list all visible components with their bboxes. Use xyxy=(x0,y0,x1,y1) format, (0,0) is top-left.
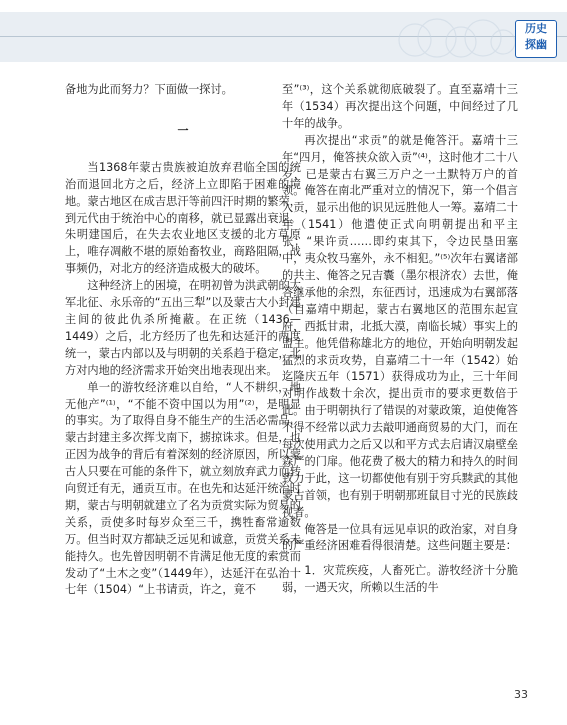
left-column xyxy=(65,82,301,599)
badge-line-1: 历史 xyxy=(525,22,547,35)
left-paragraph-3: 单一的游牧经济难以自给，“人不耕织，地无他产”⁽¹⁾，“不能不资中国以为用”⁽²⁾，是明显的事实。为了取得自身不能生产的生活必需品，蒙古封建主多次挥戈南下，掳掠诛求。但是，也正因为战争的背后有着深刻的经济原因，所以蒙古人只要在可能的条件下，就立刻放弃武力而转向贸迁有无，通贡互市。在也先和达延汗统治时期，蒙古与明朝就建立了名为贡赏实际为贸易的关系，贡使多时每岁众至三千，携牲畜常逾数万。但当时双方都缺乏远见和诚意，贡赏关系未能持久。也先曾因明朝不肯满足他无度的索赏而发动了“土木之变”（1449年），达延汗在弘治十七年（1504）“上书请贡，许之，竟不 xyxy=(65,380,301,597)
section-badge xyxy=(515,20,557,58)
right-paragraph-3: 俺答是一位具有远见卓识的政治家，对自身的严重经济困难看得很清楚。这些问题主要是： xyxy=(282,522,518,553)
section-separator: 一 xyxy=(177,123,189,137)
badge-line-2: 探幽 xyxy=(525,38,547,51)
left-paragraph-1: 当1368年蒙古贵族被迫放弃君临全国的统治而退回北方之后，经济上立即陷于困难的境地。蒙古地区在成吉思汗等前四汗时期的繁荣，到元代由于统治中心的南移，就已显露出衰退。朱明建国后，在失去农业地区支援的北方草原上，唯存凋敝不堪的原始畜牧业，商路阻隔，战事频仍，对北方的经济造成极大的破坏。 xyxy=(65,160,301,276)
header-band xyxy=(0,12,567,62)
decorative-circles-icon xyxy=(395,18,515,64)
paragraph-gap xyxy=(282,555,518,563)
right-paragraph-1: 至”⁽³⁾，这个关系就彻底破裂了。直至嘉靖十三年（1534）再次提出这个问题，中间经过了几十年的战争。 xyxy=(282,83,518,130)
right-column xyxy=(282,82,518,597)
right-paragraph-2: 再次提出“求贡”的就是俺答汗。嘉靖十三年“四月，俺答挟众欲入贡”⁽⁴⁾，这时他才二十八岁，已是蒙古右翼三万户之一土默特万户的首领。俺答在南北严重对立的情况下，第一个倡言入贡，显示出他的识见远胜他人一筹。嘉靖二十年（1541）他遣使正式向明朝提出和平主张：“果许贡……即约束其下，令边民垦田塞中，夷众牧马塞外，永不相犯。”⁽⁵⁾次年右翼诸部的共主、俺答之兄吉囊（墨尔根济农）去世，俺答继承他的余烈，东征西讨，迅速成为右翼部落（自嘉靖中期起，蒙古右翼地区的范围东起宣府，西抵甘肃，北抵大漠，南临长城）事实上的盟主。他凭借称雄北方的地位，开始向明朝发起猛烈的求贡攻势，自嘉靖二十一年（1542）始迄隆庆五年（1571）获得成功为止，三十年间对明作战数十余次，提出贡市的要求更数倍于此。由于明朝执行了错误的对蒙政策，迫使俺答不得不经常以武力去敲叩通商贸易的大门，而在每次使用武力之后又以和平方式去启请汉扇壁垒森严的门扉。他花费了极大的精力和持久的时间致力于此，这一切都使他有别于穷兵黩武的其他蒙古首领，也有别于明朝那班鼠目寸光的民族歧视者。 xyxy=(282,133,518,519)
page-number: 33 xyxy=(514,688,528,701)
left-paragraph-0: 备地为此而努力？下面做一探讨。 xyxy=(65,83,233,96)
right-paragraph-4: 1．灾荒疾疫，人畜死亡。游牧经济十分脆弱，一遇天灾，所赖以生活的牛 xyxy=(282,564,518,595)
left-paragraph-2: 这种经济上的困境，在明初曾为洪武朝的大军北征、永乐帝的“五出三犁”以及蒙古大小封建主间的彼此仇杀所掩蔽。在正统（1436—1449）之后，北方经历了也先和达延汗的两度统一，蒙古内部以及与明朝的关系趋于稳定，北方对内地的经济需求开始突出地表现出来。 xyxy=(65,279,301,377)
